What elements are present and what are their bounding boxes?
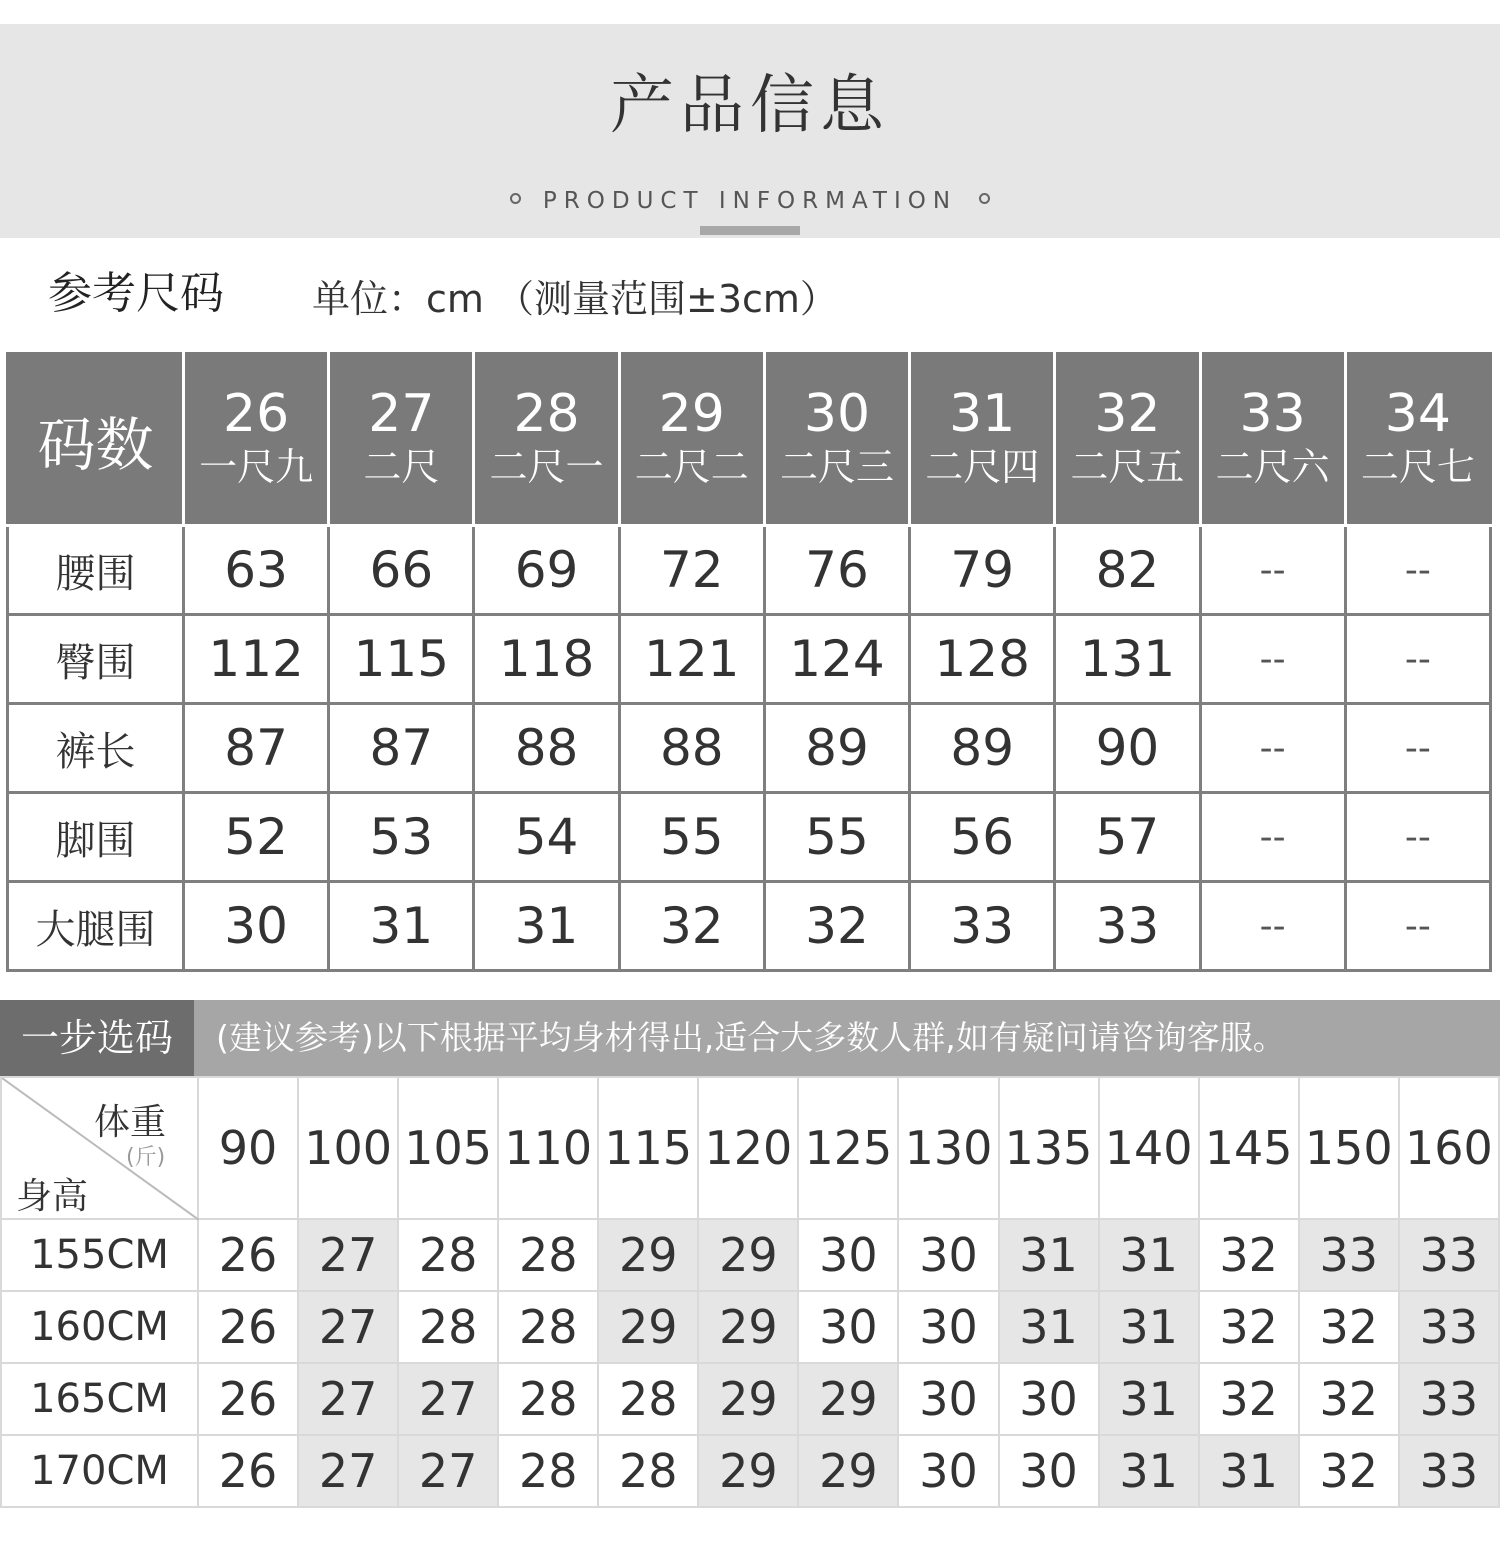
size-suggestion-cell: 27 xyxy=(398,1435,498,1507)
size-waist-chi: 二尺二 xyxy=(634,445,749,490)
size-waist-chi: 二尺三 xyxy=(779,445,894,490)
measure-value: 115 xyxy=(329,615,474,704)
measure-value: 79 xyxy=(910,526,1055,615)
size-suggestion-cell: 29 xyxy=(798,1363,898,1435)
measure-value: 118 xyxy=(474,615,619,704)
measure-value: 69 xyxy=(474,526,619,615)
recommend-table xyxy=(0,1076,1500,1508)
size-suggestion-cell: 28 xyxy=(498,1291,598,1363)
size-number: 30 xyxy=(803,384,871,445)
measure-value: 87 xyxy=(184,704,329,793)
measure-value: 121 xyxy=(619,615,764,704)
size-header-cell xyxy=(1055,354,1200,526)
measure-value: 89 xyxy=(910,704,1055,793)
size-suggestion-cell: 29 xyxy=(598,1291,698,1363)
measure-value: -- xyxy=(1345,793,1490,882)
measure-value: 66 xyxy=(329,526,474,615)
measure-value: 89 xyxy=(764,704,909,793)
measure-value: -- xyxy=(1200,882,1345,971)
height-cell: 160CM xyxy=(1,1291,198,1363)
measure-label: 脚围 xyxy=(8,793,184,882)
size-suggestion-cell: 33 xyxy=(1399,1435,1499,1507)
title-divider xyxy=(700,226,800,235)
size-suggestion-cell: 30 xyxy=(798,1291,898,1363)
measure-value: 112 xyxy=(184,615,329,704)
measure-value: 82 xyxy=(1055,526,1200,615)
size-number: 26 xyxy=(223,384,290,445)
size-header-cell xyxy=(764,354,909,526)
weight-header-cell: 100 xyxy=(298,1077,398,1219)
measure-value: 90 xyxy=(1055,704,1200,793)
size-waist-chi: 二尺四 xyxy=(925,445,1040,490)
measure-value: 32 xyxy=(764,882,909,971)
measure-value: -- xyxy=(1200,615,1345,704)
measure-value: 55 xyxy=(764,793,909,882)
recommend-note: (建议参考)以下根据平均身材得出,适合大多数人群,如有疑问请咨询客服。 xyxy=(216,1018,1286,1057)
subtitle-text: PRODUCT INFORMATION xyxy=(542,188,958,214)
size-suggestion-cell: 31 xyxy=(1099,1435,1199,1507)
measure-value: 53 xyxy=(329,793,474,882)
size-number: 28 xyxy=(513,384,580,445)
size-suggestion-cell: 31 xyxy=(1099,1219,1199,1291)
measure-value: 128 xyxy=(910,615,1055,704)
size-suggestion-cell: 27 xyxy=(298,1363,398,1435)
measure-value: -- xyxy=(1345,526,1490,615)
measure-value: 54 xyxy=(474,793,619,882)
size-suggestion-cell: 31 xyxy=(1099,1291,1199,1363)
size-suggestion-cell: 31 xyxy=(999,1219,1099,1291)
size-suggestion-cell: 32 xyxy=(1199,1219,1299,1291)
measure-value: 32 xyxy=(619,882,764,971)
size-suggestion-cell: 33 xyxy=(1399,1363,1499,1435)
size-suggestion-cell: 30 xyxy=(798,1219,898,1291)
size-suggestion-cell: 33 xyxy=(1399,1291,1499,1363)
size-suggestion-cell: 27 xyxy=(298,1219,398,1291)
measure-value: 63 xyxy=(184,526,329,615)
page-title: 产品信息 xyxy=(610,69,890,143)
size-suggestion-cell: 27 xyxy=(298,1291,398,1363)
size-suggestion-cell: 27 xyxy=(298,1435,398,1507)
size-row xyxy=(8,526,1491,615)
size-suggestion-cell: 32 xyxy=(1299,1435,1399,1507)
measure-value: 124 xyxy=(764,615,909,704)
header-banner xyxy=(0,24,1500,238)
measure-value: 87 xyxy=(329,704,474,793)
weight-header-cell: 105 xyxy=(398,1077,498,1219)
size-header-row xyxy=(8,354,1491,526)
size-suggestion-cell: 29 xyxy=(798,1435,898,1507)
measure-value: 76 xyxy=(764,526,909,615)
size-suggestion-cell: 30 xyxy=(999,1435,1099,1507)
size-number: 34 xyxy=(1384,384,1451,445)
size-suggestion-cell: 28 xyxy=(498,1435,598,1507)
size-number: 32 xyxy=(1094,384,1161,445)
size-row xyxy=(8,882,1491,971)
size-suggestion-cell: 27 xyxy=(398,1363,498,1435)
measure-value: -- xyxy=(1200,704,1345,793)
height-label: 身高 xyxy=(16,1176,89,1217)
size-suggestion-cell: 28 xyxy=(398,1219,498,1291)
measure-value: 57 xyxy=(1055,793,1200,882)
measure-value: 31 xyxy=(474,882,619,971)
measure-value: -- xyxy=(1200,793,1345,882)
size-suggestion-cell: 28 xyxy=(398,1291,498,1363)
size-suggestion-cell: 26 xyxy=(198,1363,298,1435)
size-header-cell xyxy=(910,354,1055,526)
size-suggestion-cell: 32 xyxy=(1199,1291,1299,1363)
measure-value: 33 xyxy=(1055,882,1200,971)
size-suggestion-cell: 28 xyxy=(498,1363,598,1435)
recommend-tag: 一步选码 xyxy=(0,1000,194,1076)
weight-header-row xyxy=(1,1077,1499,1219)
weight-header-cell: 140 xyxy=(1099,1077,1199,1219)
weight-header-cell: 135 xyxy=(999,1077,1099,1219)
size-suggestion-cell: 28 xyxy=(498,1219,598,1291)
size-header-cell xyxy=(474,354,619,526)
size-suggestion-cell: 29 xyxy=(698,1363,798,1435)
measure-value: 88 xyxy=(474,704,619,793)
size-number: 33 xyxy=(1239,384,1306,445)
unit-note: 单位：cm （测量范围±3cm） xyxy=(312,277,838,321)
size-suggestion-cell: 26 xyxy=(198,1435,298,1507)
size-waist-chi: 二尺五 xyxy=(1070,445,1185,490)
size-waist-chi: 二尺六 xyxy=(1215,445,1330,490)
weight-label: 体重 xyxy=(94,1102,167,1143)
size-suggestion-cell: 26 xyxy=(198,1219,298,1291)
weight-header-cell: 90 xyxy=(198,1077,298,1219)
size-number: 27 xyxy=(368,384,435,445)
bullet-icon xyxy=(510,193,521,204)
measure-value: -- xyxy=(1200,526,1345,615)
measure-value: 33 xyxy=(910,882,1055,971)
size-waist-chi: 一尺九 xyxy=(199,445,314,490)
weight-header-cell: 120 xyxy=(698,1077,798,1219)
weight-header-cell: 115 xyxy=(598,1077,698,1219)
corner-cell xyxy=(1,1077,198,1219)
size-suggestion-cell: 30 xyxy=(898,1435,998,1507)
size-row xyxy=(8,615,1491,704)
size-suggestion-cell: 30 xyxy=(898,1219,998,1291)
measure-value: 31 xyxy=(329,882,474,971)
weight-header-cell: 145 xyxy=(1199,1077,1299,1219)
size-suggestion-cell: 29 xyxy=(698,1219,798,1291)
size-number: 29 xyxy=(658,384,725,445)
size-row xyxy=(8,793,1491,882)
size-suggestion-cell: 32 xyxy=(1199,1363,1299,1435)
size-suggestion-cell: 31 xyxy=(1199,1435,1299,1507)
weight-unit: (斤) xyxy=(126,1145,166,1170)
weight-header-cell: 110 xyxy=(498,1077,598,1219)
measure-label: 大腿围 xyxy=(8,882,184,971)
height-row xyxy=(1,1219,1499,1291)
size-suggestion-cell: 33 xyxy=(1399,1219,1499,1291)
size-suggestion-cell: 30 xyxy=(898,1363,998,1435)
measure-value: 131 xyxy=(1055,615,1200,704)
size-row xyxy=(8,704,1491,793)
size-suggestion-cell: 30 xyxy=(999,1363,1099,1435)
size-corner-label: 码数 xyxy=(8,354,184,526)
measure-value: 52 xyxy=(184,793,329,882)
height-cell: 170CM xyxy=(1,1435,198,1507)
measure-value: 55 xyxy=(619,793,764,882)
measure-value: -- xyxy=(1345,704,1490,793)
height-cell: 155CM xyxy=(1,1219,198,1291)
reference-title: 参考尺码 xyxy=(48,268,224,319)
measure-value: -- xyxy=(1345,615,1490,704)
weight-header-cell: 150 xyxy=(1299,1077,1399,1219)
measure-value: -- xyxy=(1345,882,1490,971)
bullet-icon xyxy=(979,193,990,204)
recommend-bar xyxy=(0,1000,1500,1076)
size-header-cell xyxy=(619,354,764,526)
size-suggestion-cell: 29 xyxy=(598,1219,698,1291)
weight-header-cell: 130 xyxy=(898,1077,998,1219)
height-row xyxy=(1,1363,1499,1435)
measure-value: 30 xyxy=(184,882,329,971)
measure-label: 裤长 xyxy=(8,704,184,793)
measure-label: 腰围 xyxy=(8,526,184,615)
size-suggestion-cell: 30 xyxy=(898,1291,998,1363)
size-suggestion-cell: 32 xyxy=(1299,1363,1399,1435)
size-table xyxy=(6,352,1492,972)
height-row xyxy=(1,1435,1499,1507)
size-header-cell xyxy=(1200,354,1345,526)
size-suggestion-cell: 33 xyxy=(1299,1219,1399,1291)
weight-header-cell: 125 xyxy=(798,1077,898,1219)
size-header-cell xyxy=(329,354,474,526)
measure-value: 72 xyxy=(619,526,764,615)
measure-label: 臀围 xyxy=(8,615,184,704)
size-suggestion-cell: 26 xyxy=(198,1291,298,1363)
weight-header-cell: 160 xyxy=(1399,1077,1499,1219)
size-suggestion-cell: 31 xyxy=(999,1291,1099,1363)
size-suggestion-cell: 29 xyxy=(698,1291,798,1363)
size-suggestion-cell: 32 xyxy=(1299,1291,1399,1363)
size-header-cell xyxy=(184,354,329,526)
size-header-cell xyxy=(1345,354,1490,526)
size-suggestion-cell: 31 xyxy=(1099,1363,1199,1435)
size-suggestion-cell: 28 xyxy=(598,1363,698,1435)
size-suggestion-cell: 29 xyxy=(698,1435,798,1507)
size-waist-chi: 二尺 xyxy=(363,445,440,490)
height-row xyxy=(1,1291,1499,1363)
size-suggestion-cell: 28 xyxy=(598,1435,698,1507)
page-subtitle xyxy=(0,190,1500,213)
measure-value: 88 xyxy=(619,704,764,793)
size-waist-chi: 二尺一 xyxy=(489,445,604,490)
size-number: 31 xyxy=(949,384,1016,445)
height-cell: 165CM xyxy=(1,1363,198,1435)
measure-value: 56 xyxy=(910,793,1055,882)
size-waist-chi: 二尺七 xyxy=(1360,445,1475,490)
